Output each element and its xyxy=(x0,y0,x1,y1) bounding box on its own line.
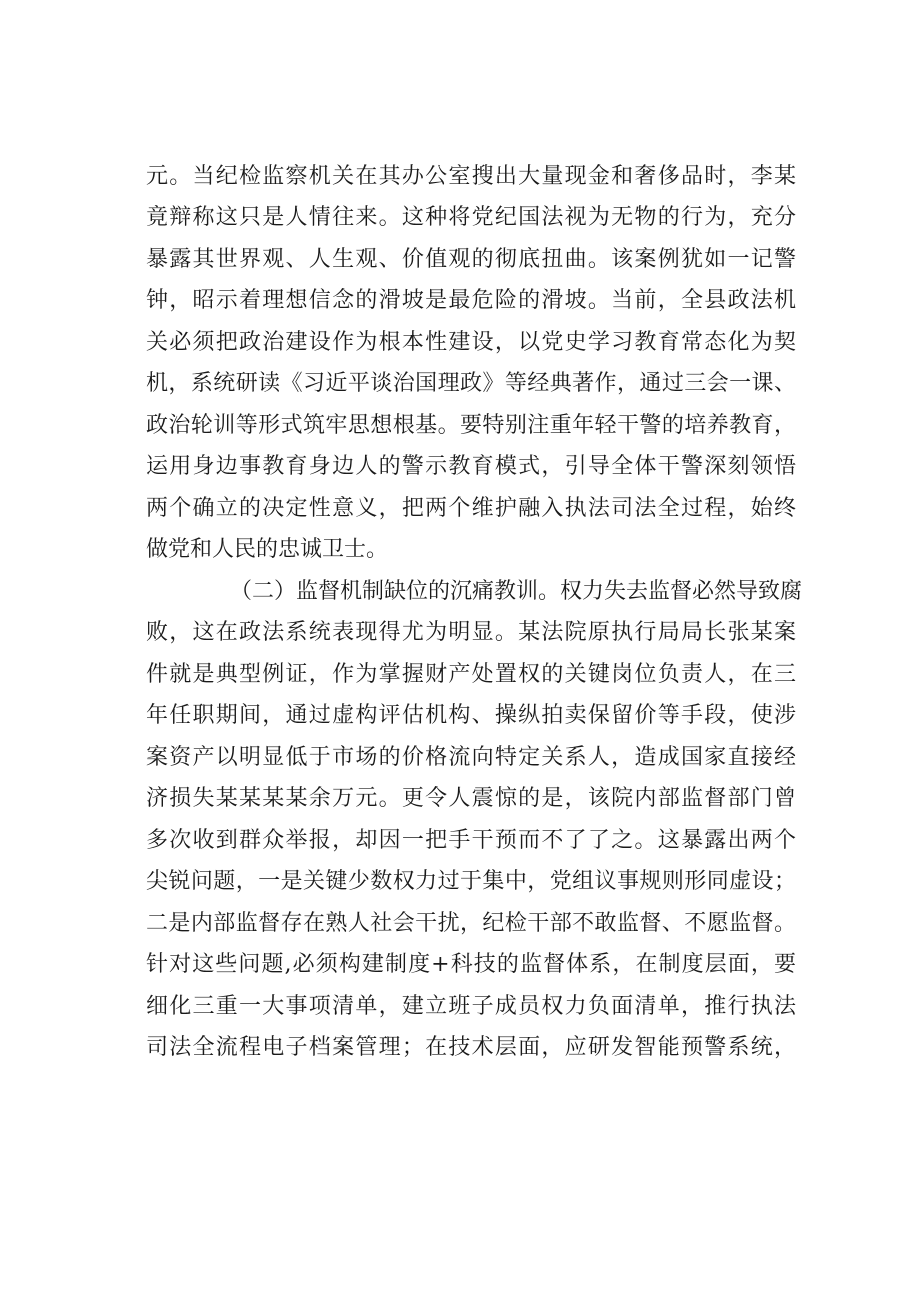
p2-line-10: 针对这些问题,必须构建制度+科技的监督体系，在制度层面，要 xyxy=(146,952,796,977)
p2-line-2: 败，这在政法系统表现得尤为明显。某法院原执行局局长张某案 xyxy=(146,620,796,645)
p2-line-8: 尖锐问题，一是关键少数权力过于集中，党组议事规则形同虚设； xyxy=(146,869,796,894)
p1-line-2: 竟辩称这只是人情往来。这种将党纪国法视为无物的行为，充分 xyxy=(146,205,796,230)
p2-line-7: 多次收到群众举报，却因一把手干预而不了了之。这暴露出两个 xyxy=(146,828,796,853)
p1-line-3: 暴露其世界观、人生观、价值观的彻底扭曲。该案例犹如一记警 xyxy=(146,247,796,272)
p1-line-10: 做党和人民的忠诚卫士。 xyxy=(146,537,389,562)
p2-line-1: （二）监督机制缺位的沉痛教训。权力失去监督必然导致腐 xyxy=(230,579,803,604)
p1-line-4: 钟，昭示着理想信念的滑坡是最危险的滑坡。当前，全县政法机 xyxy=(146,288,796,313)
p1-line-5: 关必须把政治建设作为根本性建设，以党史学习教育常态化为契 xyxy=(146,330,796,355)
p2-line-12: 司法全流程电子档案管理；在技术层面，应研发智能预警系统， xyxy=(146,1035,796,1060)
p2-line-11: 细化三重一大事项清单，建立班子成员权力负面清单，推行执法 xyxy=(146,994,796,1019)
p2-line-4: 年任职期间，通过虚构评估机构、操纵拍卖保留价等手段，使涉 xyxy=(146,703,796,728)
p1-line-8: 运用身边事教育身边人的警示教育模式，引导全体干警深刻领悟 xyxy=(146,454,796,479)
p2-line-9: 二是内部监督存在熟人社会干扰，纪检干部不敢监督、不愿监督。 xyxy=(146,911,796,936)
p2-line-6: 济损失某某某某余万元。更令人震惊的是，该院内部监督部门曾 xyxy=(146,786,796,811)
p1-line-9: 两个确立的决定性意义，把两个维护融入执法司法全过程，始终 xyxy=(146,496,796,521)
p2-line-5: 案资产以明显低于市场的价格流向特定关系人，造成国家直接经 xyxy=(146,745,796,770)
p1-line-1: 元。当纪检监察机关在其办公室搜出大量现金和奢侈品时，李某 xyxy=(146,164,796,189)
p1-line-7: 政治轮训等形式筑牢思想根基。要特别注重年轻干警的培养教育， xyxy=(146,413,796,438)
p1-line-6: 机，系统研读《习近平谈治国理政》等经典著作，通过三会一课、 xyxy=(146,371,796,396)
p2-line-3: 件就是典型例证，作为掌握财产处置权的关键岗位负责人，在三 xyxy=(146,662,796,687)
